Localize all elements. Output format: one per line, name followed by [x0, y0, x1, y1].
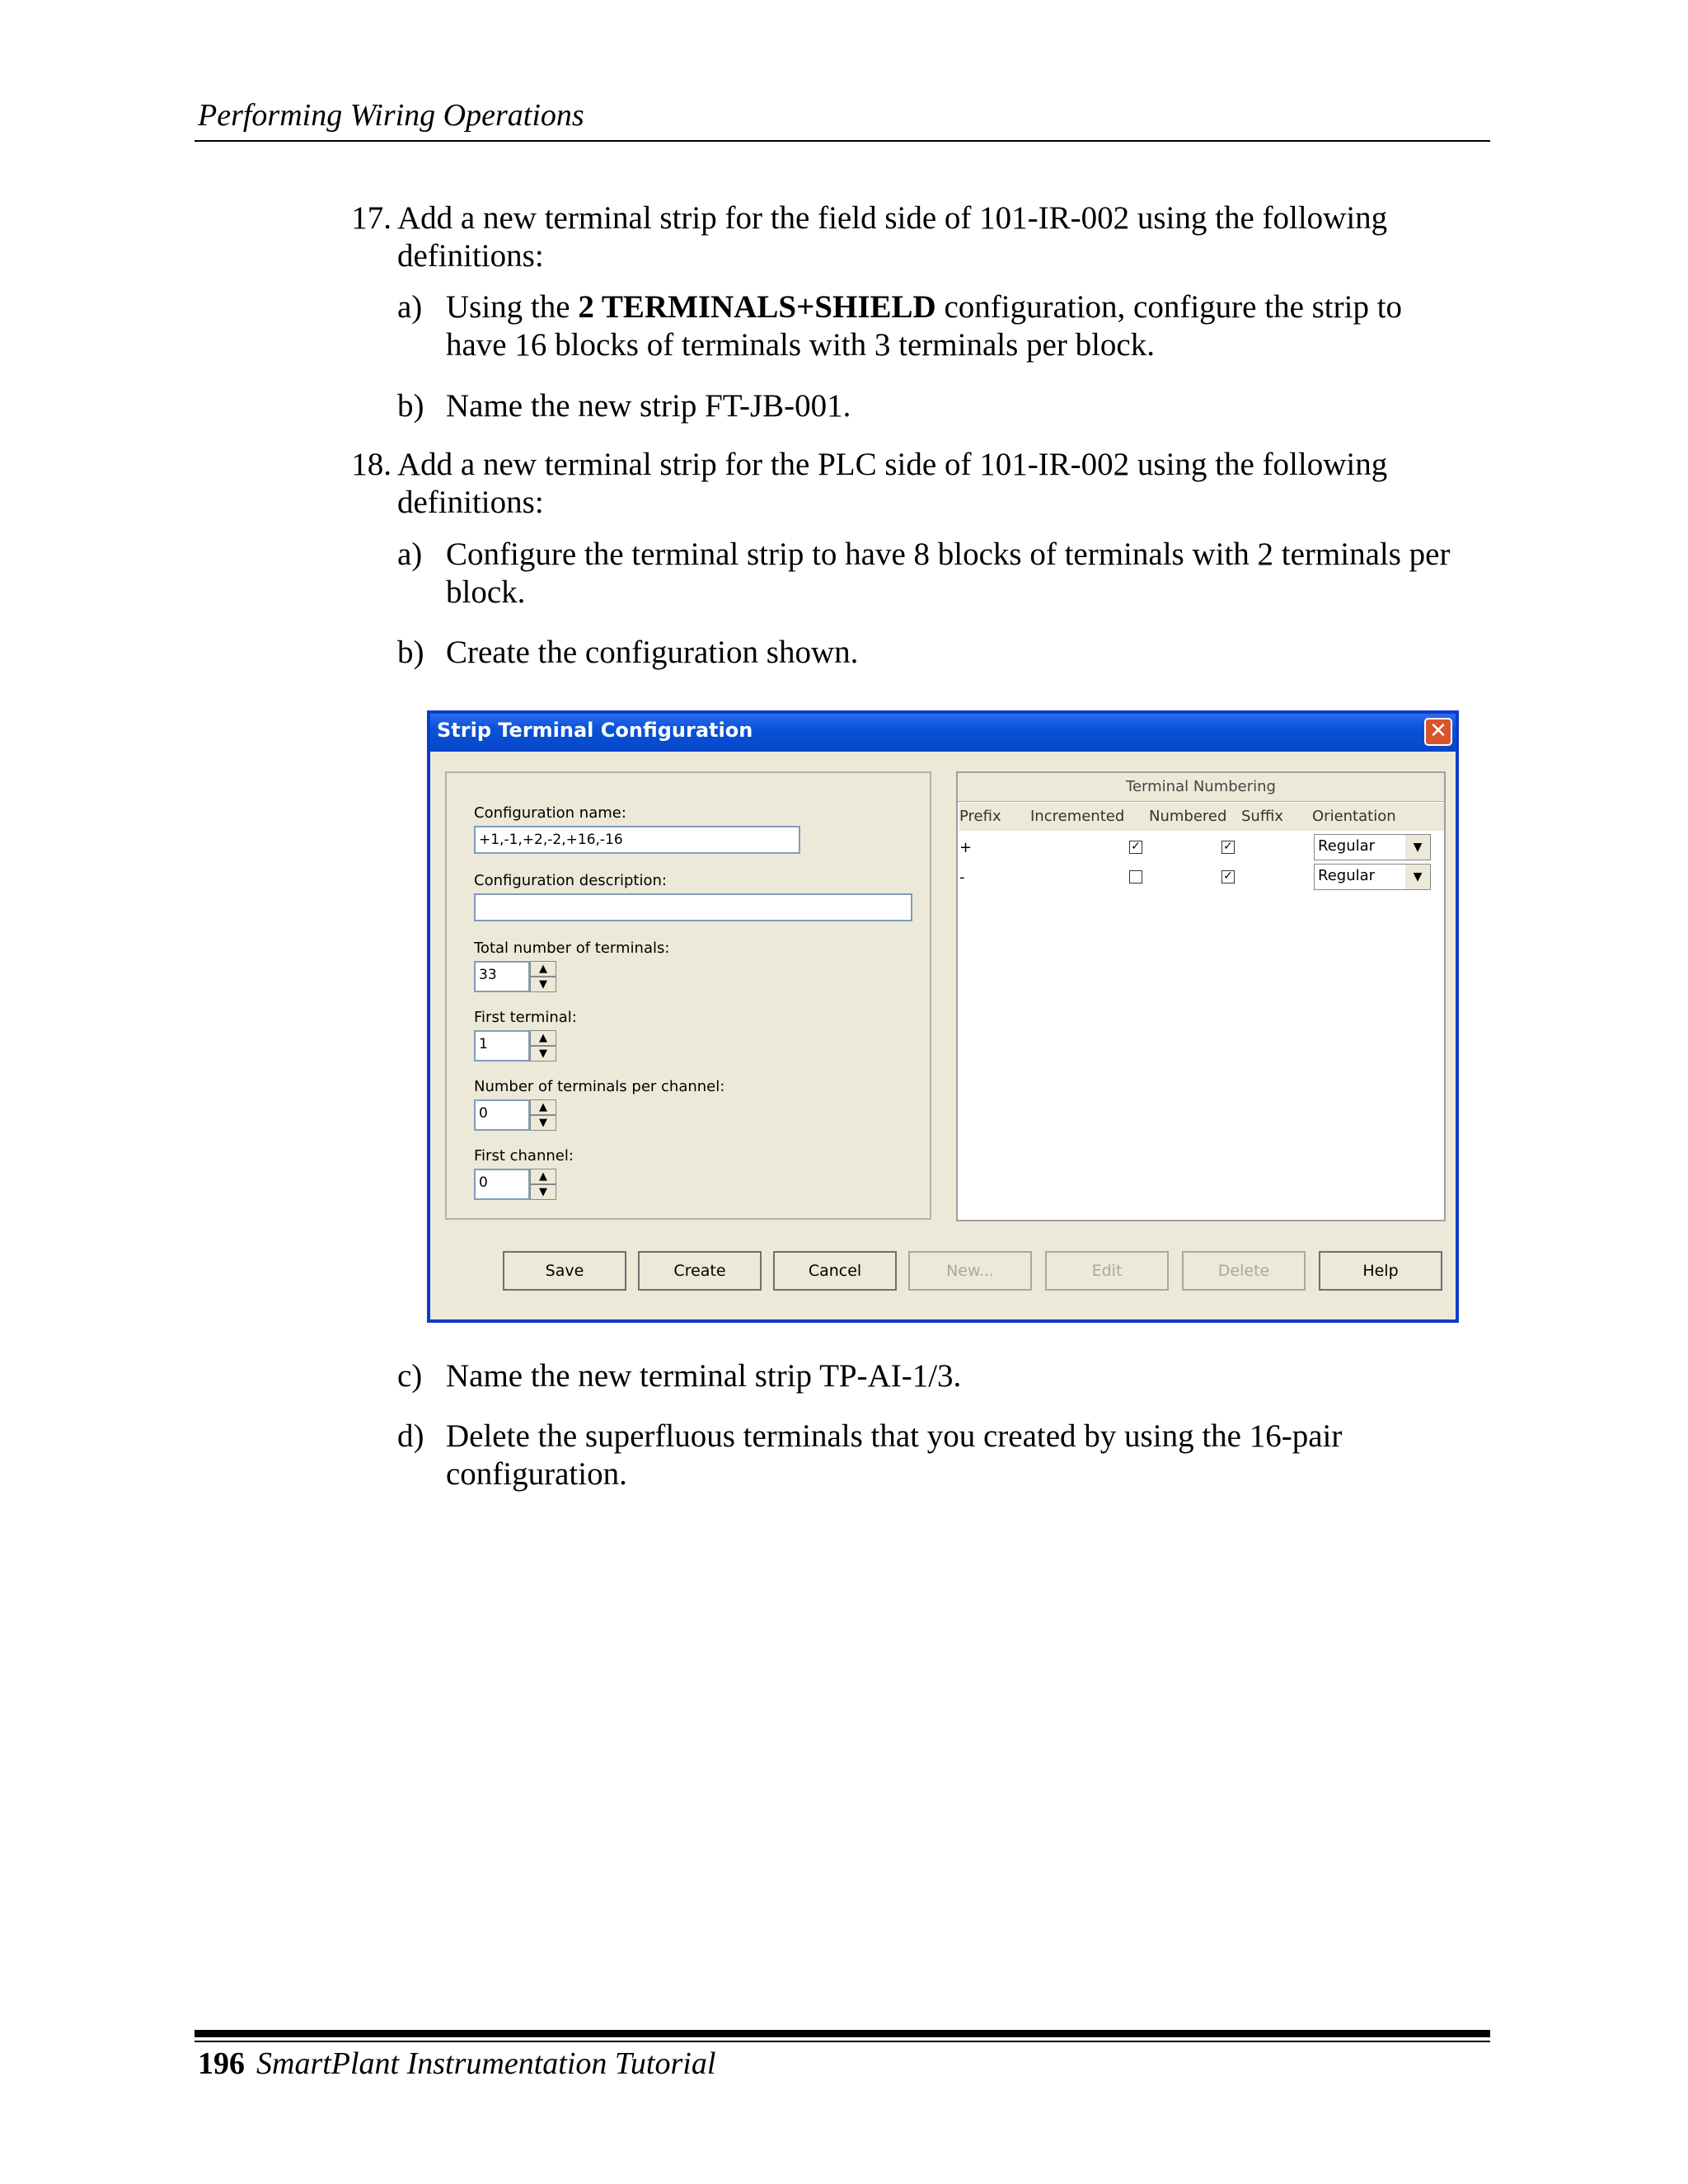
- first-terminal-input[interactable]: 1: [474, 1030, 530, 1062]
- chevron-down-icon[interactable]: ▼: [1405, 865, 1430, 889]
- step-18a-line2: block.: [446, 574, 526, 610]
- config-name-label: Configuration name:: [474, 804, 626, 822]
- column-header-incremented[interactable]: Incremented: [1030, 803, 1149, 831]
- spin-up-icon[interactable]: ▲: [530, 1099, 556, 1115]
- config-name-input[interactable]: +1,-1,+2,-2,+16,-16: [474, 826, 800, 854]
- column-header-suffix[interactable]: Suffix: [1241, 803, 1312, 831]
- spin-down-icon[interactable]: ▼: [530, 1184, 556, 1200]
- step-18b-line1: Create the configuration shown.: [446, 635, 859, 670]
- row2-incremented-checkbox[interactable]: [1129, 870, 1142, 883]
- first-channel-input[interactable]: 0: [474, 1169, 530, 1200]
- running-header: Performing Wiring Operations: [198, 98, 584, 133]
- config-description-label: Configuration description:: [474, 872, 667, 889]
- spin-down-icon[interactable]: ▼: [530, 1046, 556, 1062]
- strip-terminal-configuration-dialog: [427, 710, 1459, 1323]
- step-18d-line1: Delete the superfluous terminals that you created by using the 16-pair: [446, 1418, 1343, 1454]
- step-17-text-line2: definitions:: [397, 238, 544, 274]
- step-17a-label: a): [397, 289, 423, 325]
- column-header-prefix[interactable]: Prefix: [959, 803, 1030, 831]
- save-button[interactable]: Save: [503, 1251, 626, 1291]
- page-footer: [198, 2046, 715, 2082]
- delete-button[interactable]: Delete: [1182, 1251, 1306, 1291]
- step-17a-line2: have 16 blocks of terminals with 3 terminals per block.: [446, 327, 1155, 363]
- column-header-orientation[interactable]: Orientation: [1312, 803, 1444, 831]
- chevron-down-icon[interactable]: ▼: [1405, 835, 1430, 860]
- help-button[interactable]: Help: [1319, 1251, 1442, 1291]
- step-18a-line1: Configure the terminal strip to have 8 blocks of terminals with 2 terminals per: [446, 537, 1451, 572]
- new-button[interactable]: New...: [908, 1251, 1032, 1291]
- spin-up-icon[interactable]: ▲: [530, 1030, 556, 1046]
- row2-suffix[interactable]: [1241, 864, 1312, 892]
- page-number: 196: [198, 2046, 245, 2081]
- row2-numbered-checkbox[interactable]: ✓: [1221, 870, 1235, 883]
- step-17a-line1: Using the 2 TERMINALS+SHIELD configuration, configure the strip to: [446, 289, 1403, 325]
- book-title: SmartPlant Instrumentation Tutorial: [256, 2046, 716, 2081]
- bold-config-name: 2 TERMINALS+SHIELD: [578, 289, 936, 325]
- first-channel-label: First channel:: [474, 1147, 574, 1165]
- terminals-per-channel-input[interactable]: 0: [474, 1099, 530, 1131]
- step-18c-line1: Name the new terminal strip TP-AI-1/3.: [446, 1358, 962, 1394]
- edit-button[interactable]: Edit: [1045, 1251, 1169, 1291]
- column-header-numbered[interactable]: Numbered: [1149, 803, 1241, 831]
- step-18-text-line1: Add a new terminal strip for the PLC side of 101-IR-002 using the following: [397, 447, 1388, 482]
- step-18d-label: d): [397, 1418, 424, 1454]
- spin-up-icon[interactable]: ▲: [530, 1169, 556, 1184]
- spin-up-icon[interactable]: ▲: [530, 961, 556, 977]
- cancel-button[interactable]: Cancel: [773, 1251, 897, 1291]
- step-18-number: 18.: [351, 447, 392, 482]
- header-rule: [195, 140, 1490, 142]
- config-description-input[interactable]: [474, 893, 912, 921]
- step-17-number: 17.: [351, 200, 392, 236]
- step-17b-line1: Name the new strip FT-JB-001.: [446, 388, 851, 424]
- first-terminal-stepper[interactable]: [474, 1030, 556, 1062]
- step-17-text-line1: Add a new terminal strip for the field side of 101-IR-002 using the following: [397, 200, 1388, 236]
- total-terminals-label: Total number of terminals:: [474, 940, 670, 957]
- dialog-titlebar: [430, 714, 1456, 752]
- first-channel-stepper[interactable]: [474, 1169, 556, 1200]
- row1-numbered-checkbox[interactable]: ✓: [1221, 841, 1235, 854]
- total-terminals-stepper[interactable]: [474, 961, 556, 992]
- footer-rule: [195, 2030, 1490, 2037]
- spin-down-icon[interactable]: ▼: [530, 977, 556, 992]
- create-button[interactable]: Create: [638, 1251, 762, 1291]
- step-18-text-line2: definitions:: [397, 485, 544, 520]
- step-17b-label: b): [397, 388, 424, 424]
- footer-rule-thin: [195, 2041, 1490, 2042]
- step-18c-label: c): [397, 1358, 423, 1394]
- dialog-title: Strip Terminal Configuration: [437, 719, 753, 742]
- spin-down-icon[interactable]: ▼: [530, 1115, 556, 1131]
- step-18a-label: a): [397, 537, 423, 572]
- close-icon[interactable]: ✕: [1424, 718, 1452, 746]
- row2-orientation-combo[interactable]: [1314, 864, 1431, 890]
- row1-suffix[interactable]: [1241, 834, 1312, 862]
- row1-orientation-value: Regular: [1318, 837, 1376, 855]
- total-terminals-input[interactable]: 33: [474, 961, 530, 992]
- step-18d-line2: configuration.: [446, 1456, 627, 1492]
- row2-orientation-value: Regular: [1318, 867, 1376, 884]
- terminals-per-channel-stepper[interactable]: [474, 1099, 556, 1131]
- first-terminal-label: First terminal:: [474, 1009, 577, 1026]
- row2-prefix[interactable]: -: [959, 869, 965, 886]
- row1-prefix[interactable]: +: [959, 839, 973, 856]
- step-18b-label: b): [397, 635, 424, 670]
- terminals-per-channel-label: Number of terminals per channel:: [474, 1078, 725, 1095]
- terminal-numbering-grid[interactable]: [956, 771, 1446, 1221]
- row1-incremented-checkbox[interactable]: ✓: [1129, 841, 1142, 854]
- row1-orientation-combo[interactable]: [1314, 834, 1431, 860]
- grid-group-header: Terminal Numbering: [958, 773, 1444, 802]
